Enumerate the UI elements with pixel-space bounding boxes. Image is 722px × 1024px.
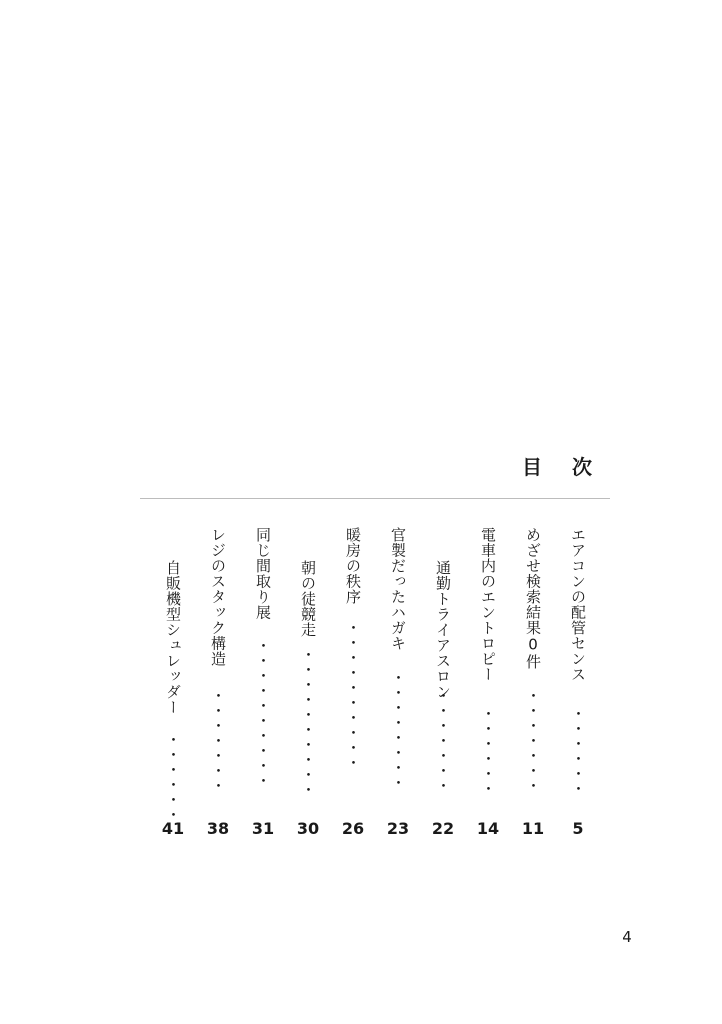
toc-entry-leader-dots: ・・・・・・ [164, 732, 182, 822]
toc-entry-page: 31 [251, 819, 275, 838]
toc-entry-leader-dots: ・・・・・・ [479, 706, 497, 796]
toc-entry-page: 22 [431, 819, 455, 838]
toc-entry-page: 38 [206, 819, 230, 838]
toc-entry-title: 電車内のエントロピー [479, 527, 497, 682]
toc-entry-page: 41 [161, 819, 185, 838]
toc-entry-leader-dots: ・・・・・・・ [209, 688, 227, 793]
toc-entry-page: 26 [341, 819, 365, 838]
toc-entry-title: 暖房の秩序 [344, 527, 362, 605]
toc-entry-leader-dots: ・・・・・・・・・・ [344, 620, 362, 770]
toc-heading-char-1: 目 [522, 454, 542, 479]
toc-entry-page: 30 [296, 819, 320, 838]
toc-entry-leader-dots: ・・・・・・・・・・ [254, 638, 272, 788]
toc-entry-page: 11 [521, 819, 545, 838]
toc-entry-leader-dots: ・・・・・・・ [524, 688, 542, 793]
toc-entry-title: 自販機型シュレッダー [164, 560, 182, 715]
toc-entry-page: 5 [572, 819, 584, 838]
toc-entry-title: 朝の徒競走 [299, 560, 317, 638]
toc-entry-leader-dots: ・・・・・・・・・・ [299, 647, 317, 797]
toc-entry-title: エアコンの配管センス [569, 527, 587, 682]
toc-entry-leader-dots: ・・・・・・・ [434, 688, 452, 793]
toc-entry-title: 同じ間取り展 [254, 527, 272, 620]
toc-entry-page: 14 [476, 819, 500, 838]
toc-entry-title: 通勤トライアスロン [434, 560, 452, 700]
toc-entry-title: 官製だったハガキ [389, 527, 407, 651]
toc-heading-char-2: 次 [572, 454, 592, 479]
toc-entry-title: レジのスタック構造 [209, 527, 227, 667]
page-number: 4 [622, 928, 632, 946]
toc-entry-title: めざせ検索結果0件 [524, 527, 542, 670]
toc-entry-leader-dots: ・・・・・・・・ [389, 670, 407, 790]
toc-entry-leader-dots: ・・・・・・ [569, 706, 587, 796]
toc-entry-page: 23 [386, 819, 410, 838]
